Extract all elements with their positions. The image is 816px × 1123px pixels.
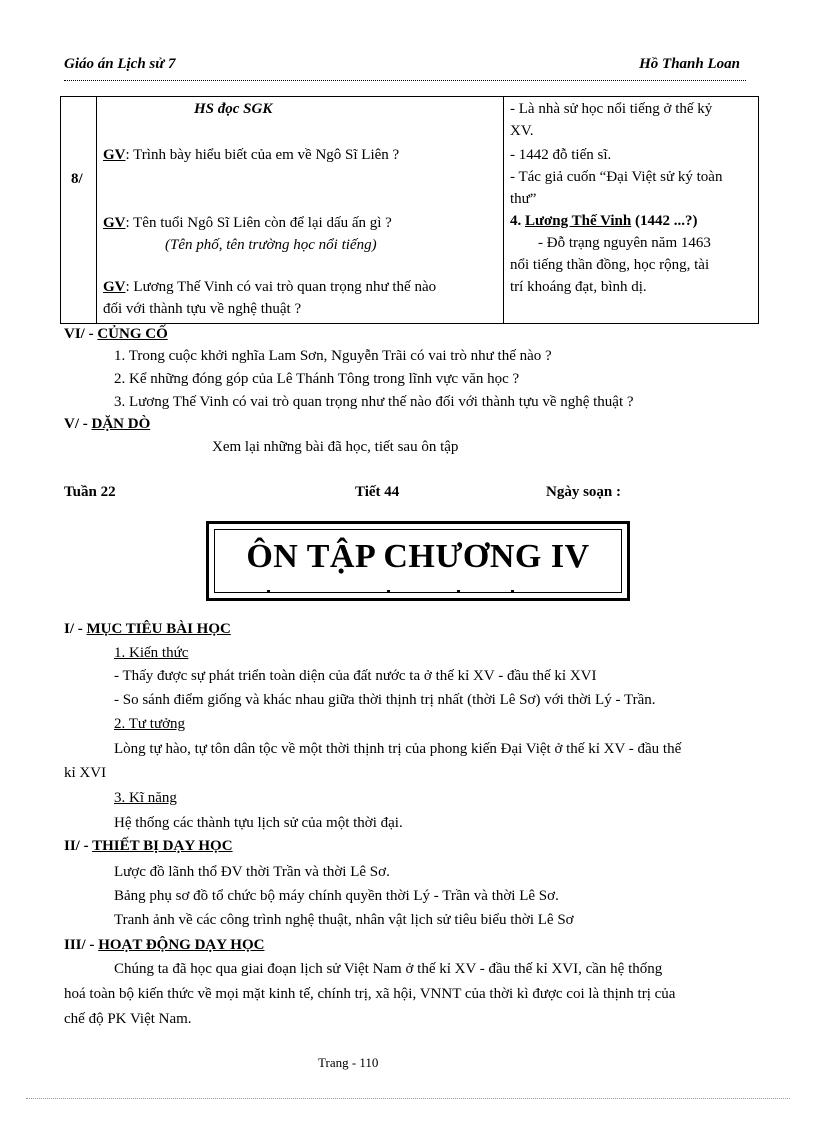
section-title: MỤC TIÊU BÀI HỌC — [86, 621, 231, 637]
section-title: CỦNG CỐ — [97, 326, 168, 342]
section-prefix: II/ - — [64, 838, 89, 854]
activity-line-1: Chúng ta đã học qua giai đoạn lịch sử Việt Nam ở thế kỉ XV - đầu thế kỉ XVI, cần hệ thống — [114, 961, 663, 977]
header-left-title: Giáo án Lịch sử 7 — [64, 56, 176, 72]
hs-doc-sgk: HS đọc SGK — [194, 101, 273, 117]
ideology-line-2: kỉ XVI — [64, 765, 107, 781]
ideology-line-1: Lòng tự hào, tự tôn dân tộc về một thời thịnh trị của phong kiến Đại Việt ở thế kỉ XV - đầu thế — [114, 741, 682, 757]
header-divider — [64, 80, 746, 81]
content-line-1: - Là nhà sử học nổi tiếng ở thế kỷ — [510, 101, 713, 117]
prep-date-label: Ngày soạn : — [546, 484, 622, 500]
week-label: Tuần 22 — [64, 484, 116, 500]
equipment-line-3: Tranh ảnh về các công trình nghệ thuật, nhân vật lịch sử tiêu biểu thời Lê Sơ — [114, 912, 574, 928]
question-3-text: : Lương Thế Vinh có vai trò quan trọng như thế nào — [125, 279, 437, 295]
question-2 — [103, 215, 392, 232]
heading-years: (1442 ...?) — [635, 213, 698, 229]
header-author: Hồ Thanh Loan — [639, 56, 740, 72]
content-line-3: - 1442 đỗ tiến sĩ. — [510, 147, 612, 163]
teacher-activity-cell — [97, 97, 504, 324]
question-3-line2: đối với thành tựu về nghệ thuật ? — [103, 301, 302, 317]
question-2-hint: (Tên phố, tên trường học nổi tiếng) — [165, 237, 377, 253]
equipment-line-2: Bảng phụ sơ đồ tổ chức bộ máy chính quyền thời Lý - Trần và thời Lê Sơ. — [114, 888, 559, 904]
content-line-2: XV. — [510, 123, 534, 139]
question-2-text: : Tên tuổi Ngô Sĩ Liên còn để lại dấu ấn gì ? — [125, 215, 392, 231]
section-1-heading — [64, 621, 231, 638]
section-3-heading — [64, 937, 264, 954]
lesson-title-box — [206, 521, 630, 601]
subsection-skills: 3. Kĩ năng — [114, 790, 177, 806]
section-title: DẶN DÒ — [91, 416, 151, 432]
equipment-line-1: Lược đồ lãnh thổ ĐV thời Trần và thời Lê Sơ. — [114, 864, 390, 880]
cung-co-item-2: 2. Kể những đóng góp của Lê Thánh Tông trong lĩnh vực văn học ? — [114, 371, 520, 387]
content-line-5: thư” — [510, 191, 537, 207]
cung-co-item-1: 1. Trong cuộc khởi nghĩa Lam Sơn, Nguyễn Trãi có vai trò như thế nào ? — [114, 348, 552, 364]
knowledge-line-2: - So sánh điểm giống và khác nhau giữa thời thịnh trị nhất (thời Lê Sơ) với thời Lý - Trần. — [114, 692, 656, 708]
content-line-9: trí khoáng đạt, bình dị. — [510, 279, 647, 295]
table-row — [61, 97, 759, 324]
time-cell — [61, 97, 97, 324]
dan-do-heading — [64, 416, 150, 433]
activity-line-2: hoá toàn bộ kiến thức về mọi mặt kinh tế, chính trị, xã hội, VNNT của thời kì được coi là thịnh trị của — [64, 986, 676, 1002]
period-label: Tiết 44 — [355, 484, 400, 500]
heading-name: Lương Thế Vinh — [525, 213, 632, 229]
section-title: THIẾT BỊ DẠY HỌC — [92, 838, 233, 854]
cung-co-item-3: 3. Lương Thế Vinh có vai trò quan trọng như thế nào đối với thành tựu về nghệ thuật ? — [114, 394, 634, 410]
page-number: Trang - 110 — [318, 1055, 379, 1070]
lesson-title: ÔN TẬP CHƯƠNG IV — [246, 538, 590, 575]
content-cell — [504, 97, 759, 324]
question-1 — [103, 147, 399, 164]
activity-line-3: chế độ PK Việt Nam. — [64, 1011, 192, 1027]
subsection-knowledge: 1. Kiến thức — [114, 645, 189, 661]
cung-co-heading — [64, 326, 168, 343]
skills-line-1: Hệ thống các thành tựu lịch sử của một thời đại. — [114, 815, 403, 831]
section-prefix: III/ - — [64, 937, 95, 953]
heading-number: 4. — [510, 213, 522, 229]
subsection-ideology: 2. Tư tưởng — [114, 716, 186, 732]
content-line-8: nổi tiếng thần đồng, học rộng, tài — [510, 257, 710, 273]
content-line-4: - Tác giả cuốn “Đại Việt sử ký toàn — [510, 169, 723, 185]
luong-the-vinh-heading — [510, 213, 698, 230]
gv-label: GV — [103, 279, 126, 295]
knowledge-line-1: - Thấy được sự phát triển toàn diện của đất nước ta ở thế kỉ XV - đầu thế kỉ XVI — [114, 668, 597, 684]
footer-divider — [26, 1098, 790, 1099]
content-line-7: - Đỗ trạng nguyên năm 1463 — [538, 235, 711, 251]
gv-label: GV — [103, 215, 126, 231]
question-3 — [103, 279, 436, 296]
section-title: HOẠT ĐỘNG DẠY HỌC — [98, 937, 265, 953]
title-decoration-dots — [259, 590, 577, 592]
gv-label: GV — [103, 147, 126, 163]
section-prefix: VI/ - — [64, 326, 94, 342]
time-value: 8/ — [71, 171, 83, 187]
lesson-table — [60, 96, 759, 324]
section-2-heading — [64, 838, 233, 855]
question-1-text: : Trình bày hiểu biết của em về Ngô Sĩ Liên ? — [125, 147, 400, 163]
section-prefix: V/ - — [64, 416, 88, 432]
dan-do-text: Xem lại những bài đã học, tiết sau ôn tập — [212, 439, 459, 455]
section-prefix: I/ - — [64, 621, 83, 637]
